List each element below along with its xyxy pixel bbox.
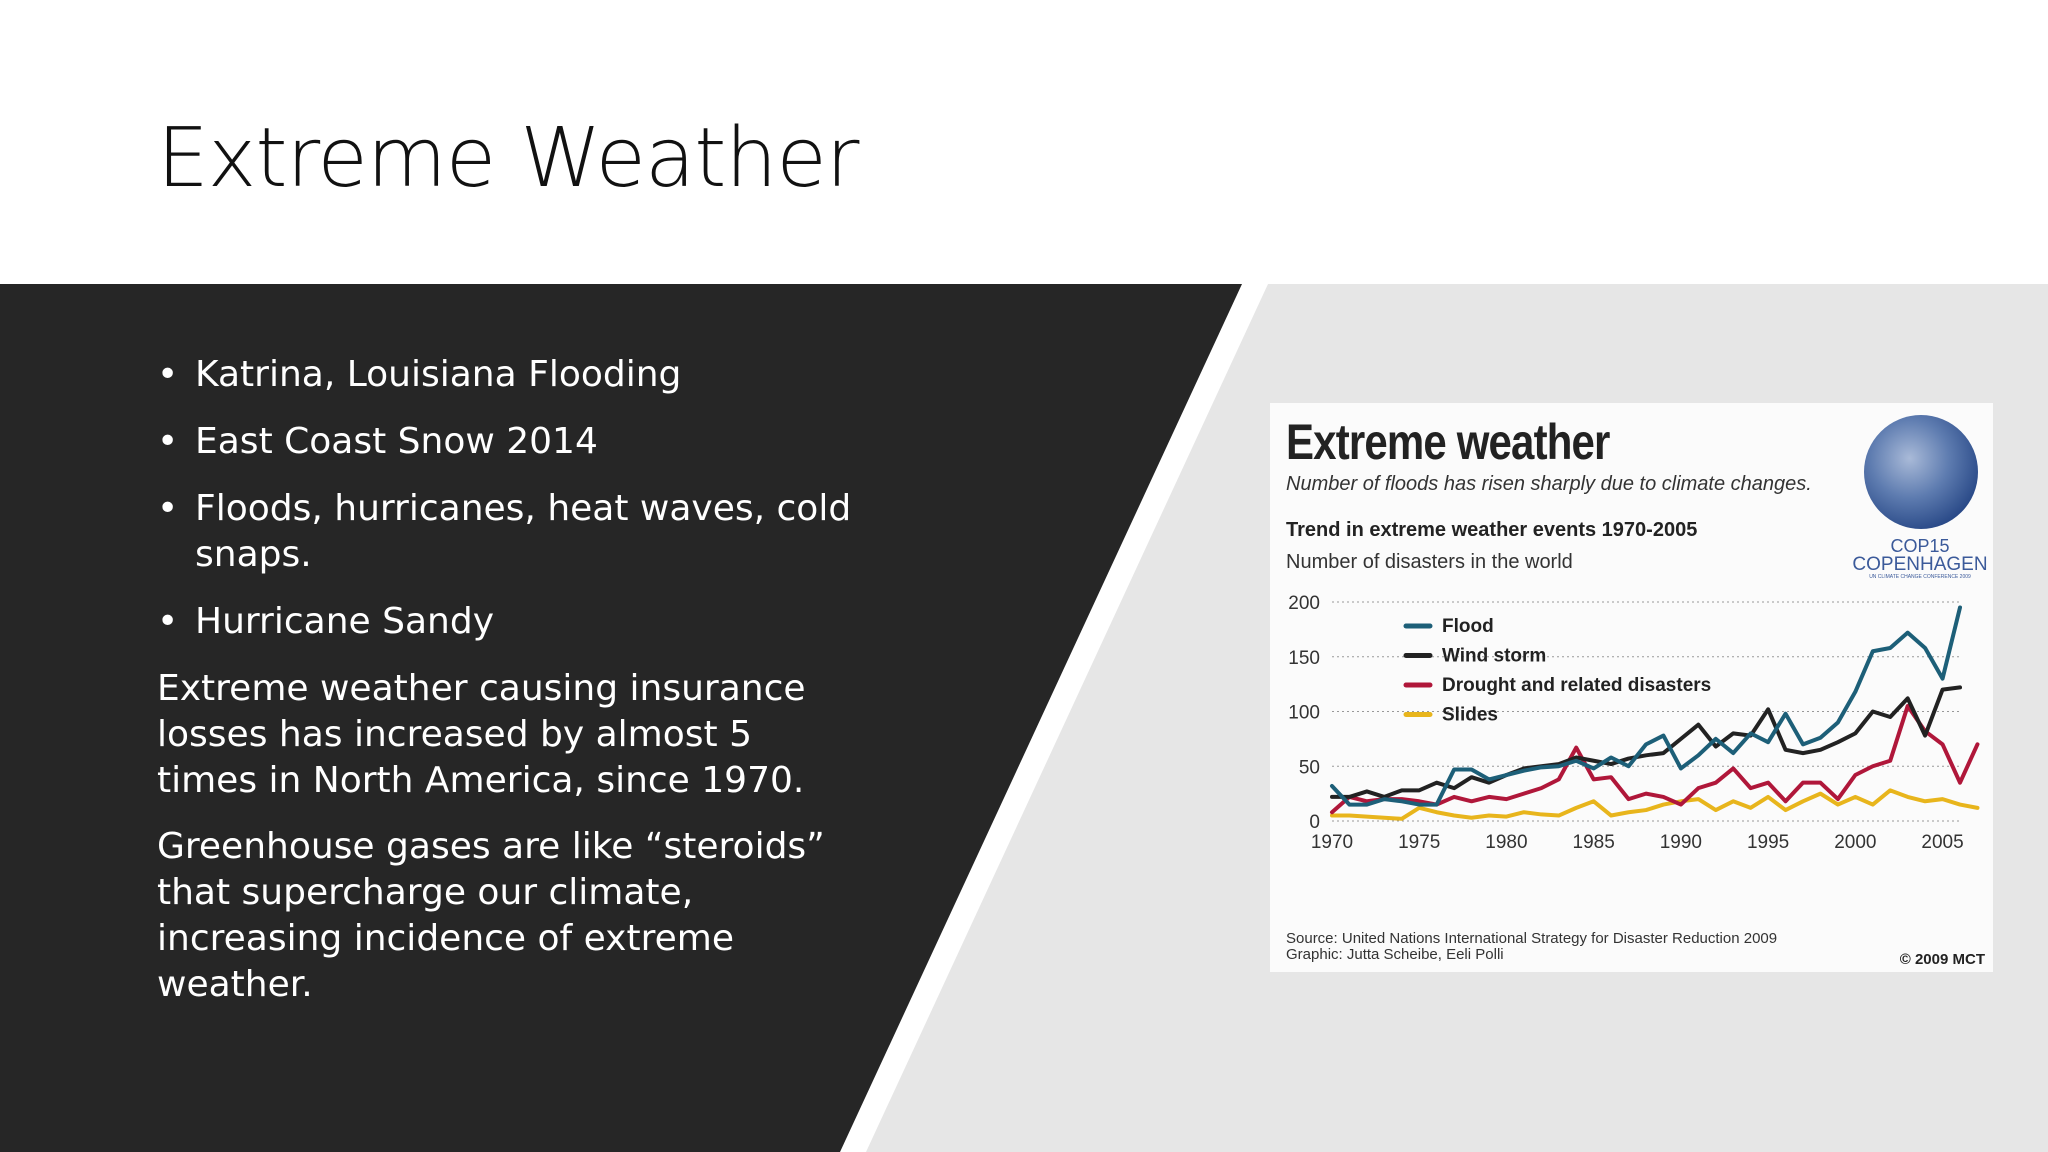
bullet-item xyxy=(157,419,857,465)
bullet-marker: • xyxy=(157,421,179,462)
series-line-flood xyxy=(1332,607,1960,804)
slide-title: Extreme Weather xyxy=(157,111,859,206)
source-line: Source: United Nations International Strategy for Disaster Reduction 2009 xyxy=(1286,930,1778,947)
extreme-weather-figure xyxy=(1270,403,1993,972)
bullet-text: Hurricane Sandy xyxy=(195,601,495,642)
bullet-marker: • xyxy=(157,354,179,395)
y-tick-label: 50 xyxy=(1298,757,1320,779)
y-tick-label: 150 xyxy=(1288,647,1320,669)
bullet-item xyxy=(157,599,857,645)
figure-subtitle: Number of floods has risen sharply due to climate changes. xyxy=(1286,473,1812,495)
x-tick-label: 1990 xyxy=(1659,832,1703,853)
y-tick-label: 0 xyxy=(1309,812,1320,833)
chart-axis-label: Number of disasters in the world xyxy=(1286,551,1573,573)
logo-line-conference: UN CLIMATE CHANGE CONFERENCE 2009 xyxy=(1869,574,1971,580)
figure-title: Extreme weather xyxy=(1286,414,1610,470)
insurance-paragraph: Extreme weather causing insurance losses has increased by almost 5 times in North America, since 1970. xyxy=(157,668,806,801)
bullet-item xyxy=(157,352,857,398)
bullet-text: Floods, hurricanes, heat waves, cold snaps. xyxy=(195,488,852,575)
x-tick-label: 1975 xyxy=(1398,832,1441,853)
slide-body xyxy=(157,352,857,1028)
logo-line-copenhagen: COPENHAGEN xyxy=(1852,554,1988,575)
bullet-item xyxy=(157,486,857,578)
greenhouse-paragraph: Greenhouse gases are like “steroids” that supercharge our climate, increasing incidence of extreme weather. xyxy=(157,826,825,1005)
x-tick-label: 2005 xyxy=(1921,832,1964,853)
y-tick-label: 200 xyxy=(1288,593,1320,614)
x-tick-label: 1970 xyxy=(1310,832,1354,853)
copyright: © 2009 MCT xyxy=(1899,951,1985,968)
bullet-text: East Coast Snow 2014 xyxy=(195,421,598,462)
legend-label: Flood xyxy=(1442,616,1494,637)
bullet-list xyxy=(157,352,857,645)
cop15-globe-logo xyxy=(1864,415,1978,529)
legend-label: Wind storm xyxy=(1442,645,1547,667)
line-chart xyxy=(1270,578,1993,928)
x-tick-label: 1980 xyxy=(1485,832,1528,853)
x-tick-label: 1985 xyxy=(1572,832,1615,853)
x-tick-label: 2000 xyxy=(1834,832,1877,853)
x-tick-label: 1995 xyxy=(1746,832,1790,853)
figure-source xyxy=(1286,931,1777,963)
y-tick-label: 100 xyxy=(1288,702,1320,724)
bullet-marker: • xyxy=(157,601,179,642)
bullet-marker: • xyxy=(157,488,179,529)
logo-line-cop15: COP15 xyxy=(1890,536,1950,556)
bullet-text: Katrina, Louisiana Flooding xyxy=(195,354,682,395)
legend-label: Slides xyxy=(1442,704,1498,726)
credit-line: Graphic: Jutta Scheibe, Eeli Polli xyxy=(1286,946,1504,963)
chart-heading: Trend in extreme weather events 1970-2005 xyxy=(1286,519,1698,541)
cop15-logo-text xyxy=(1850,537,1990,580)
legend-label: Drought and related disasters xyxy=(1442,675,1712,696)
